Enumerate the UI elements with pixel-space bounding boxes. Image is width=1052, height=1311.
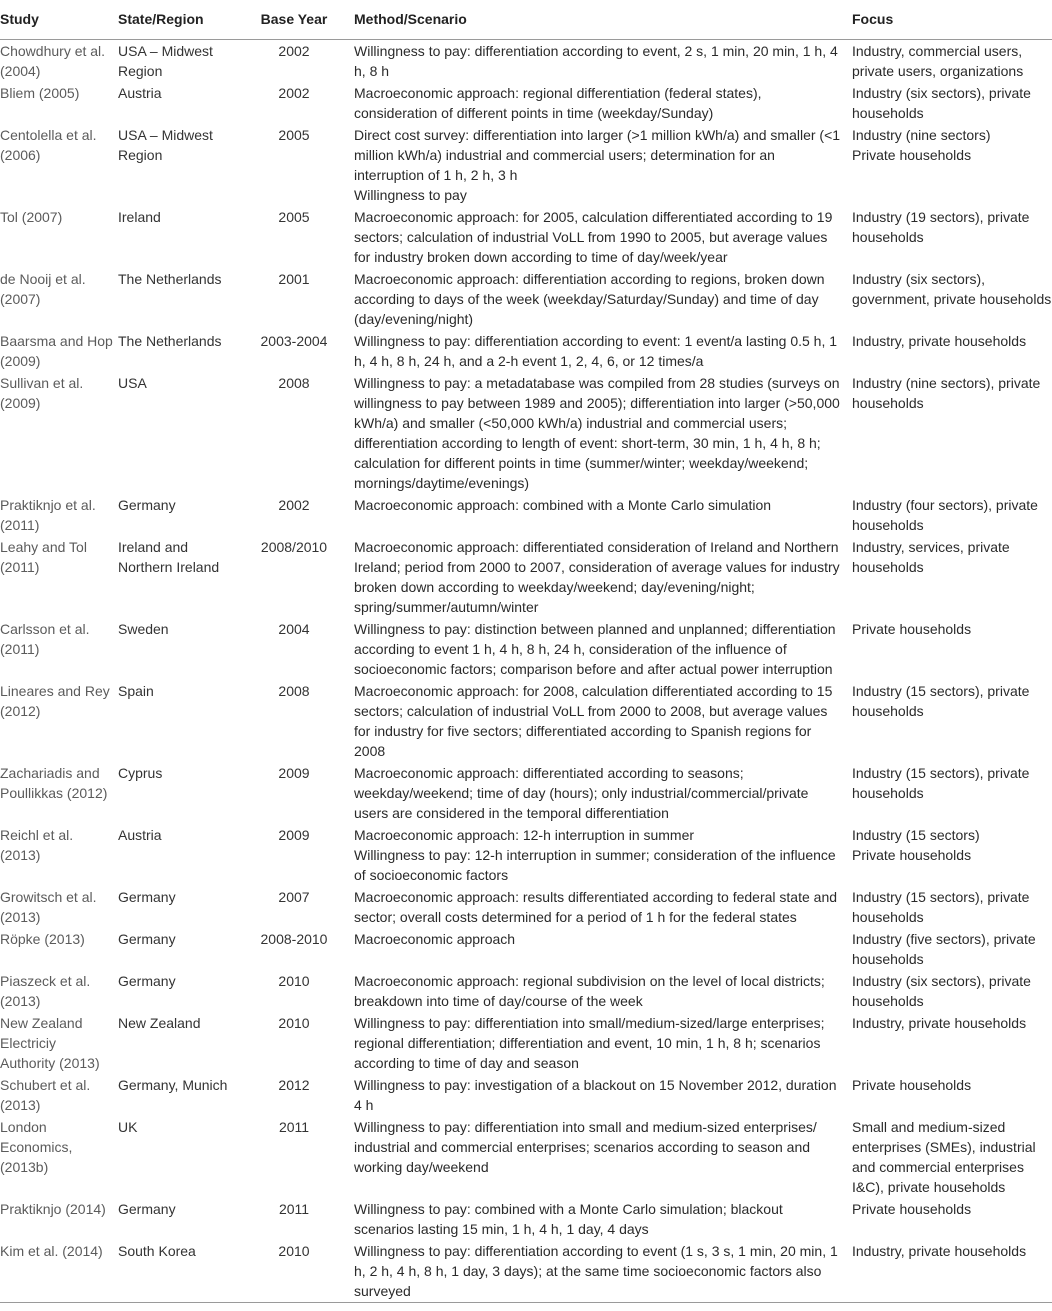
cell-method-scenario-text: Macroeconomic approach	[354, 931, 516, 947]
cell-focus	[852, 928, 1052, 970]
cell-study	[0, 886, 118, 928]
cell-method-scenario	[354, 618, 852, 680]
cell-focus-text: Industry (six sectors), private households	[852, 973, 1031, 1009]
cell-method-scenario	[354, 536, 852, 618]
cell-base-year-text: 2002	[278, 43, 310, 59]
cell-focus	[852, 536, 1052, 618]
cell-method-scenario-text: Willingness to pay: differentiation into small and medium-sized enterprises/ industrial and commercial enterprises; scenarios according to season and working day/weekend	[354, 1119, 817, 1175]
cell-focus-text-secondary: Private households	[852, 847, 972, 863]
cell-study-text: Kim et al. (2014)	[0, 1243, 103, 1259]
cell-state-region-text: Germany, Munich	[118, 1077, 228, 1093]
cell-state-region-text: Austria	[118, 85, 162, 101]
cell-base-year	[244, 330, 354, 372]
table-row	[0, 1198, 1052, 1240]
cell-focus-text: Industry, services, private households	[852, 539, 1010, 575]
cell-state-region-text: Cyprus	[118, 765, 163, 781]
cell-focus	[852, 372, 1052, 494]
cell-focus-text: Industry (five sectors), private households	[852, 931, 1036, 967]
cell-focus	[852, 1074, 1052, 1116]
cell-focus	[852, 40, 1052, 83]
cell-method-scenario	[354, 1116, 852, 1198]
cell-focus	[852, 680, 1052, 762]
cell-base-year-text: 2003-2004	[260, 333, 328, 349]
table-row	[0, 824, 1052, 886]
cell-focus-text: Industry (15 sectors)	[852, 827, 980, 843]
cell-base-year	[244, 1116, 354, 1198]
cell-study	[0, 1240, 118, 1303]
cell-base-year-text: 2011	[278, 1119, 310, 1135]
cell-study	[0, 1116, 118, 1198]
cell-focus	[852, 494, 1052, 536]
cell-method-scenario-text: Macroeconomic approach: differentiated consideration of Ireland and Northern Ireland; period from 2000 to 2007, consideration of average values for industry broken down according to weekday/weekend; day/evening/night; spring/summer/autumn/winter	[354, 539, 840, 615]
cell-method-scenario	[354, 206, 852, 268]
cell-study-text: Reichl et al. (2013)	[0, 827, 74, 863]
cell-state-region-text: The Netherlands	[118, 271, 222, 287]
cell-base-year-text: 2010	[278, 1243, 310, 1259]
cell-state-region-text: Germany	[118, 973, 176, 989]
cell-method-scenario	[354, 886, 852, 928]
cell-focus-text: Private households	[852, 1201, 972, 1217]
cell-base-year	[244, 1012, 354, 1074]
cell-state-region	[118, 82, 244, 124]
cell-state-region	[118, 372, 244, 494]
table-row	[0, 268, 1052, 330]
cell-state-region-text: Sweden	[118, 621, 169, 637]
cell-method-scenario-text: Willingness to pay: differentiation according to event (1 s, 3 s, 1 min, 20 min, 1 h, 2 h, 4 h, 8 h, 1 day, 3 days); at the same time socioeconomic factors also surveyed	[354, 1243, 838, 1299]
cell-method-scenario	[354, 124, 852, 206]
cell-base-year-text: 2008	[278, 683, 310, 699]
table-row	[0, 970, 1052, 1012]
cell-base-year	[244, 124, 354, 206]
cell-study-text: Leahy and Tol (2011)	[0, 539, 87, 575]
cell-study-text: Bliem (2005)	[0, 85, 80, 101]
cell-study	[0, 206, 118, 268]
cell-base-year-text: 2008-2010	[260, 931, 328, 947]
cell-state-region-text: Spain	[118, 683, 154, 699]
cell-state-region-text: USA – Midwest Region	[118, 43, 213, 79]
cell-focus	[852, 618, 1052, 680]
cell-study-text: Röpke (2013)	[0, 931, 85, 947]
cell-state-region-text: Germany	[118, 889, 176, 905]
cell-state-region-text: New Zealand	[118, 1015, 201, 1031]
cell-state-region	[118, 1012, 244, 1074]
cell-base-year-text: 2007	[278, 889, 310, 905]
cell-state-region-text: USA	[118, 375, 147, 391]
cell-base-year-text: 2008/2010	[260, 539, 328, 555]
cell-study-text: Zachariadis and Poullikkas (2012)	[0, 765, 108, 801]
cell-method-scenario-text: Macroeconomic approach: for 2005, calculation differentiated according to 19 sectors; calculation of industrial VoLL from 1990 to 2005, but average values for industry broken down according to time of day/week/year	[354, 209, 833, 265]
cell-focus-text-secondary: Private households	[852, 147, 972, 163]
cell-state-region	[118, 268, 244, 330]
cell-base-year-text: 2011	[278, 1201, 310, 1217]
cell-state-region-text: Ireland	[118, 209, 161, 225]
cell-study-text: Praktiknjo (2014)	[0, 1201, 106, 1217]
cell-study-text: Lineares and Rey (2012)	[0, 683, 110, 719]
cell-focus-text: Industry (15 sectors), private households	[852, 683, 1030, 719]
cell-focus	[852, 1198, 1052, 1240]
cell-focus	[852, 1116, 1052, 1198]
table-row	[0, 1240, 1052, 1303]
cell-state-region-text: The Netherlands	[118, 333, 222, 349]
cell-focus	[852, 1012, 1052, 1074]
cell-method-scenario-text-secondary: Willingness to pay	[354, 187, 467, 203]
cell-state-region	[118, 124, 244, 206]
cell-method-scenario	[354, 372, 852, 494]
cell-state-region	[118, 762, 244, 824]
cell-study	[0, 1074, 118, 1116]
table-row	[0, 762, 1052, 824]
cell-method-scenario	[354, 494, 852, 536]
table-row	[0, 680, 1052, 762]
cell-study	[0, 124, 118, 206]
cell-base-year-text: 2010	[278, 1015, 310, 1031]
cell-state-region	[118, 928, 244, 970]
cell-method-scenario-text: Willingness to pay: differentiation into small/medium-sized/large enterprises; regional differentiation; differentiation and event, 10 min, 1 h, 8 h; scenarios according to time of day and season	[354, 1015, 825, 1071]
cell-base-year-text: 2002	[278, 85, 310, 101]
cell-focus	[852, 206, 1052, 268]
cell-method-scenario	[354, 680, 852, 762]
table-row	[0, 330, 1052, 372]
table-row	[0, 206, 1052, 268]
cell-study	[0, 1198, 118, 1240]
cell-focus	[852, 762, 1052, 824]
cell-method-scenario-text: Macroeconomic approach: combined with a Monte Carlo simulation	[354, 497, 772, 513]
cell-base-year-text: 2005	[278, 127, 310, 143]
cell-state-region-text: Germany	[118, 1201, 176, 1217]
cell-focus-text: Industry, private households	[852, 1015, 1027, 1031]
cell-study-text: de Nooij et al. (2007)	[0, 271, 86, 307]
cell-focus-text: Industry (four sectors), private households	[852, 497, 1038, 533]
cell-method-scenario-text: Willingness to pay: a metadatabase was compiled from 28 studies (surveys on willingness to pay between 1989 and 2005); differentiation into larger (>50,000 kWh/a) and smaller (<50,000 kWh/a) industrial and commercial users; differentiation according to length of event: short-term, 30 min, 1 h, 4 h, 8 h; calculation for different points in time (summer/winter; weekday/weekend; mornings/daytime/evenings)	[354, 375, 840, 491]
cell-base-year-text: 2009	[278, 827, 310, 843]
cell-study-text: New Zealand Electriciy Authority (2013)	[0, 1015, 100, 1071]
cell-state-region-text: Germany	[118, 931, 176, 947]
cell-study	[0, 1012, 118, 1074]
cell-base-year	[244, 824, 354, 886]
cell-study	[0, 824, 118, 886]
cell-method-scenario-text: Macroeconomic approach: differentiation according to regions, broken down according to days of the week (weekday/Saturday/Sunday) and time of day (day/evening/night)	[354, 271, 825, 327]
cell-base-year	[244, 680, 354, 762]
cell-base-year-text: 2004	[278, 621, 310, 637]
table-row	[0, 618, 1052, 680]
table-body	[0, 40, 1052, 1303]
table-row	[0, 1074, 1052, 1116]
cell-base-year	[244, 970, 354, 1012]
cell-base-year	[244, 82, 354, 124]
cell-study-text: Sullivan et al. (2009)	[0, 375, 84, 411]
cell-focus-text: Industry, commercial users, private users, organizations	[852, 43, 1024, 79]
cell-method-scenario-text: Willingness to pay: differentiation according to event, 2 s, 1 min, 20 min, 1 h, 4 h, 8 h	[354, 43, 838, 79]
cell-method-scenario-text: Willingness to pay: differentiation according to event: 1 event/a lasting 0.5 h, 1 h, 4 h, 8 h, 24 h, and a 2-h event 1, 2, 4, 6, or 12 times/a	[354, 333, 838, 369]
cell-focus-text: Industry (nine sectors)	[852, 127, 991, 143]
cell-study	[0, 82, 118, 124]
cell-focus	[852, 330, 1052, 372]
cell-method-scenario-text: Macroeconomic approach: results differentiated according to federal state and sector; overall costs determined for a period of 1 h for the federal states	[354, 889, 838, 925]
cell-study-text: Piaszeck et al. (2013)	[0, 973, 91, 1009]
table-row	[0, 40, 1052, 83]
cell-focus-text: Industry, private households	[852, 333, 1027, 349]
cell-state-region	[118, 618, 244, 680]
cell-state-region-text: Germany	[118, 497, 176, 513]
table-row	[0, 124, 1052, 206]
cell-focus-text: Industry, private households	[852, 1243, 1027, 1259]
cell-base-year-text: 2002	[278, 497, 310, 513]
cell-base-year	[244, 494, 354, 536]
table-row	[0, 1116, 1052, 1198]
cell-focus	[852, 1240, 1052, 1303]
cell-study-text: London Economics, (2013b)	[0, 1119, 73, 1175]
header-study: Study	[0, 0, 118, 40]
cell-state-region	[118, 330, 244, 372]
table-row	[0, 536, 1052, 618]
cell-base-year-text: 2001	[278, 271, 310, 287]
cell-focus	[852, 124, 1052, 206]
cell-base-year	[244, 268, 354, 330]
cell-state-region	[118, 1198, 244, 1240]
cell-base-year	[244, 1198, 354, 1240]
cell-state-region	[118, 1116, 244, 1198]
table-row	[0, 494, 1052, 536]
table-row	[0, 886, 1052, 928]
cell-focus	[852, 970, 1052, 1012]
cell-study	[0, 268, 118, 330]
cell-method-scenario-text: Macroeconomic approach: differentiated according to seasons; weekday/weekend; time of day (hours); only industrial/commercial/private users are considered in the temporal differentiation	[354, 765, 809, 821]
cell-study	[0, 680, 118, 762]
cell-study	[0, 970, 118, 1012]
cell-state-region	[118, 40, 244, 83]
cell-method-scenario	[354, 1240, 852, 1303]
cell-study	[0, 494, 118, 536]
cell-state-region	[118, 680, 244, 762]
cell-state-region	[118, 1240, 244, 1303]
cell-method-scenario	[354, 1198, 852, 1240]
cell-focus	[852, 268, 1052, 330]
cell-base-year-text: 2012	[278, 1077, 310, 1093]
cell-base-year	[244, 1074, 354, 1116]
cell-study-text: Growitsch et al. (2013)	[0, 889, 97, 925]
cell-method-scenario	[354, 970, 852, 1012]
cell-method-scenario	[354, 82, 852, 124]
cell-method-scenario	[354, 824, 852, 886]
cell-study	[0, 330, 118, 372]
cell-method-scenario	[354, 40, 852, 83]
cell-method-scenario	[354, 1012, 852, 1074]
cell-base-year	[244, 372, 354, 494]
cell-method-scenario	[354, 268, 852, 330]
cell-study-text: Baarsma and Hop (2009)	[0, 333, 113, 369]
cell-method-scenario	[354, 330, 852, 372]
cell-method-scenario	[354, 762, 852, 824]
header-method-scenario: Method/Scenario	[354, 0, 852, 40]
cell-method-scenario-text: Willingness to pay: investigation of a blackout on 15 November 2012, duration 4 h	[354, 1077, 837, 1113]
cell-base-year-text: 2005	[278, 209, 310, 225]
cell-state-region	[118, 1074, 244, 1116]
cell-base-year	[244, 206, 354, 268]
cell-method-scenario-text: Willingness to pay: combined with a Monte Carlo simulation; blackout scenarios lasting 15 min, 1 h, 4 h, 1 day, 4 days	[354, 1201, 783, 1237]
cell-base-year-text: 2008	[278, 375, 310, 391]
header-row	[0, 0, 1052, 40]
cell-base-year	[244, 928, 354, 970]
cell-focus-text: Industry (15 sectors), private households	[852, 765, 1030, 801]
cell-base-year	[244, 536, 354, 618]
cell-study	[0, 536, 118, 618]
cell-study-text: Tol (2007)	[0, 209, 63, 225]
cell-state-region	[118, 494, 244, 536]
table-row	[0, 82, 1052, 124]
header-state-region: State/Region	[118, 0, 244, 40]
table-row	[0, 1012, 1052, 1074]
cell-study	[0, 372, 118, 494]
cell-method-scenario-text: Direct cost survey: differentiation into larger (>1 million kWh/a) and smaller (<1 million kWh/a) industrial and commercial users; determination for an interruption of 1 h, 2 h, 3 h	[354, 127, 841, 183]
cell-focus	[852, 824, 1052, 886]
cell-method-scenario-text: Macroeconomic approach: for 2008, calculation differentiated according to 15 sectors; calculation of industrial VoLL from 2000 to 2008, but average values for industry for five sectors; differentiated according to Spanish regions for 2008	[354, 683, 833, 759]
cell-focus-text: Industry (six sectors), government, private households	[852, 271, 1052, 307]
table-row	[0, 928, 1052, 970]
cell-focus-text: Industry (six sectors), private households	[852, 85, 1031, 121]
cell-state-region	[118, 206, 244, 268]
cell-state-region-text: South Korea	[118, 1243, 196, 1259]
cell-focus-text: Private households	[852, 1077, 972, 1093]
cell-state-region-text: UK	[118, 1119, 138, 1135]
cell-focus-text: Industry (15 sectors), private households	[852, 889, 1030, 925]
header-base-year: Base Year	[244, 0, 354, 40]
cell-base-year-text: 2009	[278, 765, 310, 781]
cell-method-scenario-text: Willingness to pay: distinction between planned and unplanned; differentiation according to event 1 h, 4 h, 8 h, 24 h, consideration of the influence of socioeconomic factors; comparison before and after actual power interruption	[354, 621, 836, 677]
cell-focus-text: Industry (nine sectors), private households	[852, 375, 1041, 411]
cell-base-year	[244, 40, 354, 83]
cell-study-text: Schubert et al. (2013)	[0, 1077, 91, 1113]
cell-focus	[852, 886, 1052, 928]
cell-method-scenario	[354, 1074, 852, 1116]
cell-method-scenario-text: Macroeconomic approach: 12-h interruption in summer	[354, 827, 695, 843]
cell-base-year-text: 2010	[278, 973, 310, 989]
cell-method-scenario-text: Macroeconomic approach: regional differentiation (federal states), consideration of different points in time (weekday/Sunday)	[354, 85, 762, 121]
cell-base-year	[244, 618, 354, 680]
cell-focus-text: Small and medium-sized enterprises (SMEs), industrial and commercial enterprises I&C), private households	[852, 1119, 1036, 1195]
cell-base-year	[244, 762, 354, 824]
cell-state-region-text: USA – Midwest Region	[118, 127, 213, 163]
cell-focus	[852, 82, 1052, 124]
cell-study-text: Chowdhury et al. (2004)	[0, 43, 106, 79]
cell-study	[0, 618, 118, 680]
cell-focus-text: Private households	[852, 621, 972, 637]
cell-base-year	[244, 1240, 354, 1303]
cell-state-region-text: Austria	[118, 827, 162, 843]
cell-study-text: Praktiknjo et al. (2011)	[0, 497, 96, 533]
table-row	[0, 372, 1052, 494]
cell-study	[0, 40, 118, 83]
cell-state-region	[118, 970, 244, 1012]
cell-method-scenario-text-secondary: Willingness to pay: 12-h interruption in summer; consideration of the influence of socioeconomic factors	[354, 847, 836, 883]
header-focus: Focus	[852, 0, 1052, 40]
cell-study	[0, 762, 118, 824]
cell-study	[0, 928, 118, 970]
cell-state-region	[118, 824, 244, 886]
cell-method-scenario-text: Macroeconomic approach: regional subdivision on the level of local districts; breakdown into time of day/course of the week	[354, 973, 825, 1009]
cell-state-region	[118, 886, 244, 928]
cell-study-text: Carlsson et al. (2011)	[0, 621, 90, 657]
cell-base-year	[244, 886, 354, 928]
cell-focus-text: Industry (19 sectors), private households	[852, 209, 1030, 245]
cell-method-scenario	[354, 928, 852, 970]
cell-study-text: Centolella et al. (2006)	[0, 127, 97, 163]
cell-state-region-text: Ireland and Northern Ireland	[118, 539, 220, 575]
cell-state-region	[118, 536, 244, 618]
